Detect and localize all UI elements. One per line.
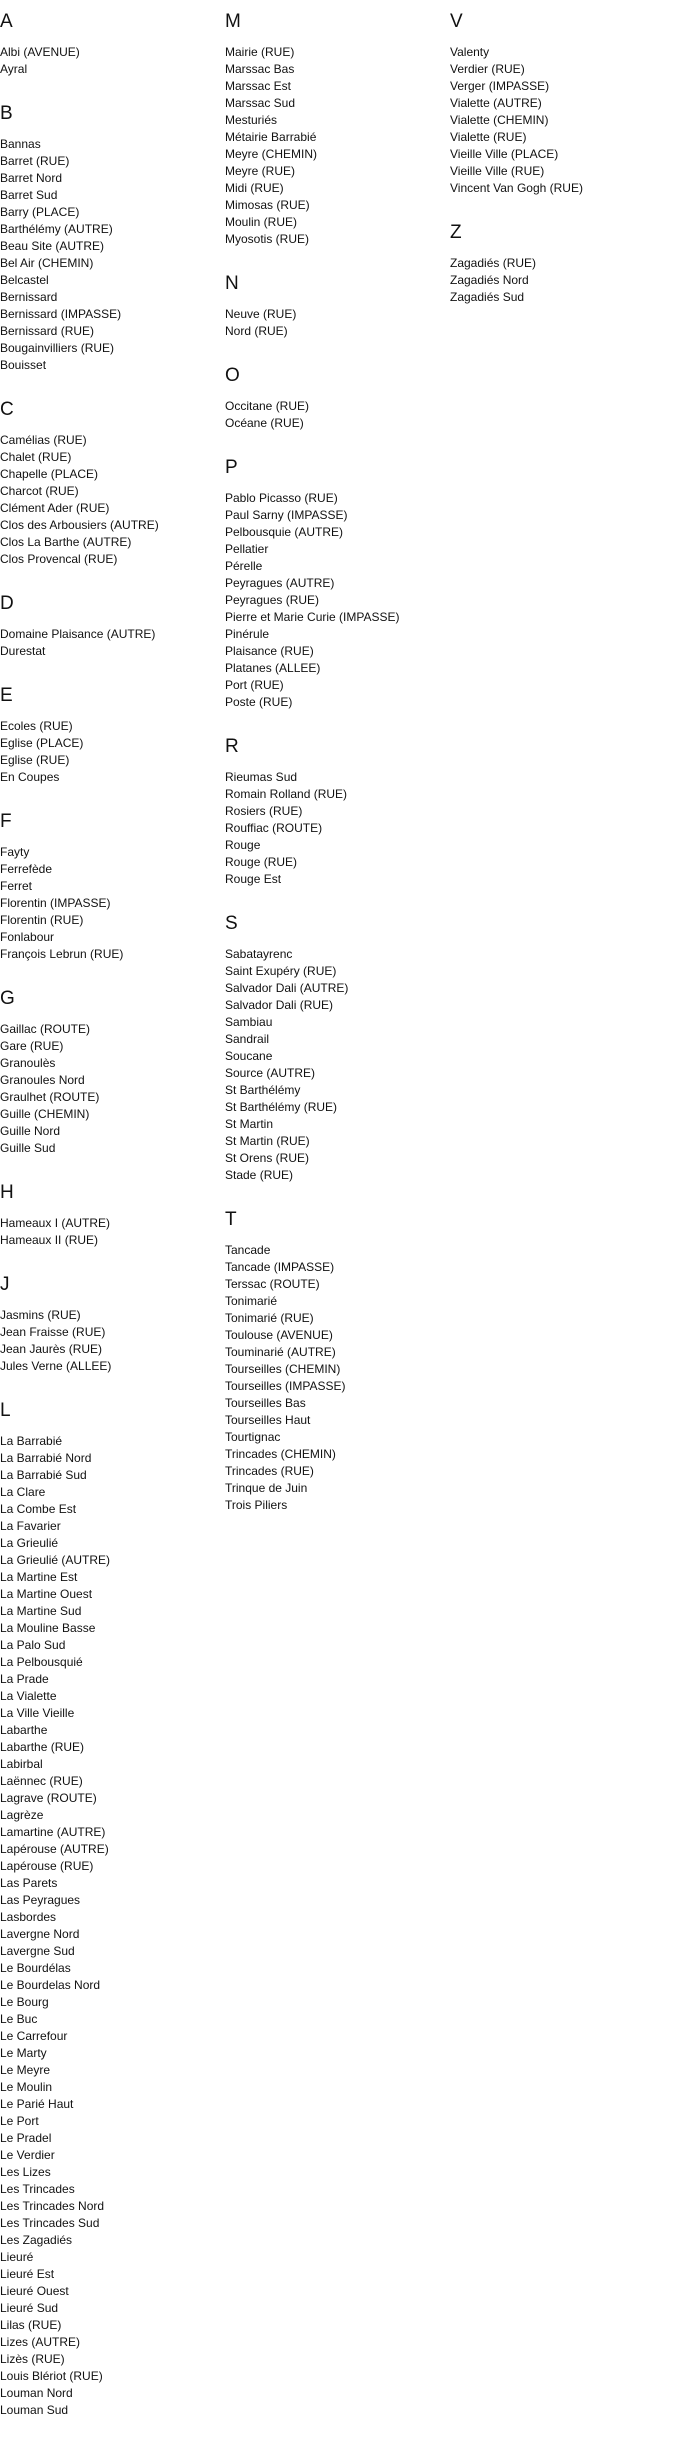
street-link[interactable]: Peyragues (AUTRE) <box>225 576 335 590</box>
street-link[interactable]: Les Zagadiés <box>0 2233 73 2247</box>
street-link[interactable]: Le Buc <box>0 2012 38 2026</box>
street-link[interactable]: La Pelbousquié <box>0 1655 83 1669</box>
street-link[interactable]: Rouffiac (ROUTE) <box>225 821 323 835</box>
letter-heading: T <box>225 1209 237 1230</box>
street-link[interactable]: Tancade <box>225 1243 271 1257</box>
street-list <box>0 44 220 78</box>
street-link[interactable]: Barret (RUE) <box>0 154 70 168</box>
letter-section-l <box>0 1399 220 2419</box>
street-link[interactable]: Rosiers (RUE) <box>225 804 303 818</box>
street-link[interactable]: Tourseilles Bas <box>225 1396 306 1410</box>
street-link[interactable]: Mesturiés <box>225 113 278 127</box>
street-link[interactable]: Tonimarié (RUE) <box>225 1311 314 1325</box>
street-link[interactable]: Sambiau <box>225 1015 273 1029</box>
letter-section-v <box>450 10 670 197</box>
street-link[interactable]: Trinque de Juin <box>225 1481 308 1495</box>
street-link[interactable]: Source (AUTRE) <box>225 1066 316 1080</box>
street-link[interactable]: Louman Sud <box>0 2403 69 2417</box>
street-link[interactable]: Pérelle <box>225 559 263 573</box>
letter-heading: R <box>225 736 239 757</box>
street-link[interactable]: Eglise (PLACE) <box>0 736 84 750</box>
letter-heading: E <box>0 685 13 706</box>
street-link[interactable]: Fonlabour <box>0 930 55 944</box>
street-link[interactable]: Pellatier <box>225 542 269 556</box>
street-link[interactable]: Pinérule <box>225 627 270 641</box>
street-list <box>0 1215 220 1249</box>
street-link[interactable]: Lamartine (AUTRE) <box>0 1825 106 1839</box>
letter-heading: B <box>0 103 13 124</box>
street-link[interactable]: Meyre (RUE) <box>225 164 296 178</box>
street-link[interactable]: Vieille Ville (RUE) <box>450 164 545 178</box>
street-link[interactable]: Albi (AVENUE) <box>0 45 80 59</box>
street-link[interactable]: La Barrabié Nord <box>0 1451 92 1465</box>
street-link[interactable]: Lieuré Ouest <box>0 2284 69 2298</box>
street-link[interactable]: Labarthe <box>0 1723 48 1737</box>
street-link[interactable]: Jean Fraisse (RUE) <box>0 1325 106 1339</box>
street-link[interactable]: Le Pradel <box>0 2131 52 2145</box>
street-link[interactable]: Ecoles (RUE) <box>0 719 73 733</box>
street-link[interactable]: Rouge <box>225 838 261 852</box>
street-link[interactable]: Tourtignac <box>225 1430 281 1444</box>
letter-heading: D <box>0 593 14 614</box>
letter-heading: H <box>0 1182 14 1203</box>
street-link[interactable]: Meyre (CHEMIN) <box>225 147 317 161</box>
street-link[interactable]: Jasmins (RUE) <box>0 1308 81 1322</box>
street-link[interactable]: Pierre et Marie Curie (IMPASSE) <box>225 610 400 624</box>
street-list <box>225 398 445 432</box>
street-link[interactable]: Lizes (AUTRE) <box>0 2335 81 2349</box>
street-link[interactable]: Tourseilles Haut <box>225 1413 311 1427</box>
street-link[interactable]: Neuve (RUE) <box>225 307 297 321</box>
street-link[interactable]: St Orens (RUE) <box>225 1151 310 1165</box>
street-link[interactable]: Soucane <box>225 1049 273 1063</box>
street-link[interactable]: Occitane (RUE) <box>225 399 310 413</box>
street-link[interactable]: Les Trincades Nord <box>0 2199 105 2213</box>
street-link[interactable]: La Mouline Basse <box>0 1621 96 1635</box>
letter-heading: P <box>225 457 238 478</box>
street-list <box>0 718 220 786</box>
street-link[interactable]: La Clare <box>0 1485 46 1499</box>
street-link[interactable]: Mimosas (RUE) <box>225 198 310 212</box>
street-list <box>225 1242 445 1514</box>
street-link[interactable]: Port (RUE) <box>225 678 284 692</box>
street-link[interactable]: Lapérouse (RUE) <box>0 1859 94 1873</box>
street-link[interactable]: Lagrave (ROUTE) <box>0 1791 97 1805</box>
street-link[interactable]: Clos La Barthe (AUTRE) <box>0 535 132 549</box>
street-link[interactable]: Pablo Picasso (RUE) <box>225 491 338 505</box>
street-link[interactable]: Guille Nord <box>0 1124 61 1138</box>
street-link[interactable]: Lavergne Sud <box>0 1944 75 1958</box>
street-list <box>225 306 445 340</box>
street-link[interactable]: Clément Ader (RUE) <box>0 501 110 515</box>
street-link[interactable]: Lasbordes <box>0 1910 57 1924</box>
street-link[interactable]: Lizès (RUE) <box>0 2352 65 2366</box>
street-link[interactable]: Bernissard (RUE) <box>0 324 95 338</box>
street-list <box>0 844 220 963</box>
street-list <box>0 1307 220 1375</box>
street-link[interactable]: Les Trincades <box>0 2182 75 2196</box>
street-link[interactable]: Jean Jaurès (RUE) <box>0 1342 103 1356</box>
street-list <box>225 946 445 1184</box>
letter-heading: F <box>0 811 12 832</box>
letter-section-d <box>0 592 220 660</box>
letter-heading: M <box>225 11 241 32</box>
letter-heading: C <box>0 399 14 420</box>
street-link[interactable]: Rouge (RUE) <box>225 855 298 869</box>
letter-section-m <box>225 10 445 248</box>
street-link[interactable]: Labirbal <box>0 1757 43 1771</box>
street-link[interactable]: Verger (IMPASSE) <box>450 79 550 93</box>
street-link[interactable]: Marssac Est <box>225 79 292 93</box>
street-link[interactable]: Bannas <box>0 137 41 151</box>
street-link[interactable]: Gare (RUE) <box>0 1039 64 1053</box>
street-link[interactable]: St Martin <box>225 1117 274 1131</box>
street-link[interactable]: Le Bourdelas Nord <box>0 1978 101 1992</box>
street-link[interactable]: Romain Rolland (RUE) <box>225 787 348 801</box>
street-link[interactable]: Beau Site (AUTRE) <box>0 239 105 253</box>
street-link[interactable]: St Barthélémy (RUE) <box>225 1100 338 1114</box>
street-link[interactable]: Lieuré <box>0 2250 34 2264</box>
street-link[interactable]: Laënnec (RUE) <box>0 1774 83 1788</box>
letter-section-t <box>225 1208 445 1514</box>
letter-section-e <box>0 684 220 786</box>
street-list <box>450 255 670 306</box>
street-link[interactable]: La Martine Sud <box>0 1604 82 1618</box>
street-link[interactable]: St Barthélémy <box>225 1083 301 1097</box>
street-link[interactable]: Le Moulin <box>0 2080 53 2094</box>
letter-section-h <box>0 1181 220 1249</box>
street-link[interactable]: Le Bourg <box>0 1995 49 2009</box>
street-link[interactable]: Barret Sud <box>0 188 58 202</box>
street-link[interactable]: La Grieulié (AUTRE) <box>0 1553 111 1567</box>
street-list <box>0 136 220 374</box>
street-link[interactable]: Vialette (AUTRE) <box>450 96 542 110</box>
street-link[interactable]: La Grieulié <box>0 1536 59 1550</box>
street-link[interactable]: François Lebrun (RUE) <box>0 947 124 961</box>
letter-heading: Z <box>450 222 462 243</box>
street-link[interactable]: Las Peyragues <box>0 1893 81 1907</box>
street-link[interactable]: Ferret <box>0 879 33 893</box>
street-link[interactable]: Touminarié (AUTRE) <box>225 1345 336 1359</box>
street-index-column-2 <box>225 10 445 1538</box>
street-link[interactable]: Tourseilles (IMPASSE) <box>225 1379 346 1393</box>
letter-heading: A <box>0 11 13 32</box>
street-link[interactable]: Trincades (RUE) <box>225 1464 314 1478</box>
letter-section-o <box>225 364 445 432</box>
letter-section-j <box>0 1273 220 1375</box>
street-link[interactable]: Barret Nord <box>0 171 63 185</box>
street-link[interactable]: Le Marty <box>0 2046 47 2060</box>
letter-section-z <box>450 221 670 306</box>
street-link[interactable]: Fayty <box>0 845 30 859</box>
street-link[interactable]: La Palo Sud <box>0 1638 66 1652</box>
street-list <box>225 44 445 248</box>
street-link[interactable]: Barthélémy (AUTRE) <box>0 222 113 236</box>
letter-section-c <box>0 398 220 568</box>
letter-section-f <box>0 810 220 963</box>
street-link[interactable]: Clos Provencal (RUE) <box>0 552 118 566</box>
street-link[interactable]: Lagrèze <box>0 1808 44 1822</box>
street-list <box>0 626 220 660</box>
letter-section-p <box>225 456 445 711</box>
street-link[interactable]: Rouge Est <box>225 872 282 886</box>
street-link[interactable]: Chapelle (PLACE) <box>0 467 99 481</box>
street-link[interactable]: Lilas (RUE) <box>0 2318 62 2332</box>
street-link[interactable]: St Martin (RUE) <box>225 1134 310 1148</box>
street-link[interactable]: Zagadiés Sud <box>450 290 525 304</box>
street-link[interactable]: Vialette (RUE) <box>450 130 527 144</box>
street-link[interactable]: Sabatayrenc <box>225 947 293 961</box>
street-link[interactable]: Midi (RUE) <box>225 181 284 195</box>
street-link[interactable]: Eglise (RUE) <box>0 753 70 767</box>
street-link[interactable]: Peyragues (RUE) <box>225 593 320 607</box>
street-link[interactable]: Ayral <box>0 62 28 76</box>
street-link[interactable]: Vincent Van Gogh (RUE) <box>450 181 583 195</box>
street-index-column-3 <box>450 10 670 330</box>
street-link[interactable]: Bernissard <box>0 290 58 304</box>
street-link[interactable]: Tourseilles (CHEMIN) <box>225 1362 341 1376</box>
letter-heading: N <box>225 273 239 294</box>
street-link[interactable]: Domaine Plaisance (AUTRE) <box>0 627 156 641</box>
street-link[interactable]: Stade (RUE) <box>225 1168 294 1182</box>
street-list <box>0 1021 220 1157</box>
street-link[interactable]: Bernissard (IMPASSE) <box>0 307 122 321</box>
street-link[interactable]: Tancade (IMPASSE) <box>225 1260 335 1274</box>
street-list <box>450 44 670 197</box>
street-link[interactable]: Graulhet (ROUTE) <box>0 1090 100 1104</box>
street-link[interactable]: Vieille Ville (PLACE) <box>450 147 559 161</box>
street-link[interactable]: Camélias (RUE) <box>0 433 87 447</box>
street-link[interactable]: Hameaux I (AUTRE) <box>0 1216 111 1230</box>
street-link[interactable]: Nord (RUE) <box>225 324 288 338</box>
street-link[interactable]: Granoules Nord <box>0 1073 85 1087</box>
street-link[interactable]: La Prade <box>0 1672 49 1686</box>
street-link[interactable]: La Vialette <box>0 1689 57 1703</box>
street-list <box>0 432 220 568</box>
street-link[interactable]: Barry (PLACE) <box>0 205 80 219</box>
street-link[interactable]: Rieumas Sud <box>225 770 298 784</box>
street-link[interactable]: Le Verdier <box>0 2148 55 2162</box>
street-link[interactable]: Le Bourdélas <box>0 1961 71 1975</box>
street-link[interactable]: Labarthe (RUE) <box>0 1740 85 1754</box>
street-link[interactable]: Clos des Arbousiers (AUTRE) <box>0 518 159 532</box>
street-link[interactable]: Trois Piliers <box>225 1498 288 1512</box>
street-link[interactable]: Lieuré Est <box>0 2267 55 2281</box>
street-link[interactable]: Granoulès <box>0 1056 56 1070</box>
street-link[interactable]: Pelbousquie (AUTRE) <box>225 525 344 539</box>
street-index-column-1 <box>0 10 220 2443</box>
letter-section-n <box>225 272 445 340</box>
street-link[interactable]: Le Carrefour <box>0 2029 68 2043</box>
letter-heading: S <box>225 913 238 934</box>
street-link[interactable]: La Martine Est <box>0 1570 78 1584</box>
street-link[interactable]: Zagadiés Nord <box>450 273 529 287</box>
street-link[interactable]: Myosotis (RUE) <box>225 232 310 246</box>
street-link[interactable]: Trincades (CHEMIN) <box>225 1447 336 1461</box>
street-link[interactable]: Platanes (ALLEE) <box>225 661 321 675</box>
letter-section-r <box>225 735 445 888</box>
street-link[interactable]: Lavergne Nord <box>0 1927 80 1941</box>
street-link[interactable]: Hameaux II (RUE) <box>0 1233 99 1247</box>
street-link[interactable]: Gaillac (ROUTE) <box>0 1022 91 1036</box>
street-link[interactable]: Louis Blériot (RUE) <box>0 2369 103 2383</box>
street-list <box>225 769 445 888</box>
street-link[interactable]: Tonimarié <box>225 1294 278 1308</box>
street-link[interactable]: Louman Nord <box>0 2386 73 2400</box>
street-link[interactable]: Terssac (ROUTE) <box>225 1277 320 1291</box>
street-link[interactable]: Verdier (RUE) <box>450 62 525 76</box>
street-link[interactable]: Sandrail <box>225 1032 270 1046</box>
letter-section-b <box>0 102 220 374</box>
street-link[interactable]: Plaisance (RUE) <box>225 644 314 658</box>
street-link[interactable]: Marssac Bas <box>225 62 295 76</box>
street-link[interactable]: Chalet (RUE) <box>0 450 72 464</box>
street-link[interactable]: Jules Verne (ALLEE) <box>0 1359 112 1373</box>
street-list <box>225 490 445 711</box>
street-link[interactable]: Bel Air (CHEMIN) <box>0 256 94 270</box>
street-link[interactable]: Les Trincades Sud <box>0 2216 100 2230</box>
street-link[interactable]: Poste (RUE) <box>225 695 293 709</box>
street-link[interactable]: Le Meyre <box>0 2063 51 2077</box>
street-link[interactable]: Salvador Dali (RUE) <box>225 998 334 1012</box>
street-link[interactable]: Zagadiés (RUE) <box>450 256 537 270</box>
letter-section-s <box>225 912 445 1184</box>
street-link[interactable]: Lieuré Sud <box>0 2301 59 2315</box>
street-link[interactable]: La Barrabié Sud <box>0 1468 87 1482</box>
street-link[interactable]: La Martine Ouest <box>0 1587 93 1601</box>
letter-section-a <box>0 10 220 78</box>
street-link[interactable]: Guille Sud <box>0 1141 56 1155</box>
street-link[interactable]: Les Lizes <box>0 2165 51 2179</box>
street-link[interactable]: En Coupes <box>0 770 60 784</box>
street-link[interactable]: Bougainvilliers (RUE) <box>0 341 115 355</box>
street-link[interactable]: Le Port <box>0 2114 39 2128</box>
street-link[interactable]: Métairie Barrabié <box>225 130 317 144</box>
street-link[interactable]: Mairie (RUE) <box>225 45 295 59</box>
street-link[interactable]: La Ville Vieille <box>0 1706 75 1720</box>
street-link[interactable]: Belcastel <box>0 273 49 287</box>
street-link[interactable]: Las Parets <box>0 1876 58 1890</box>
street-link[interactable]: Bouisset <box>0 358 47 372</box>
street-link[interactable]: La Combe Est <box>0 1502 77 1516</box>
street-link[interactable]: Florentin (RUE) <box>0 913 84 927</box>
street-link[interactable]: Charcot (RUE) <box>0 484 79 498</box>
street-link[interactable]: Moulin (RUE) <box>225 215 298 229</box>
letter-heading: V <box>450 11 463 32</box>
street-link[interactable]: Saint Exupéry (RUE) <box>225 964 337 978</box>
letter-heading: L <box>0 1400 11 1421</box>
street-link[interactable]: Salvador Dali (AUTRE) <box>225 981 349 995</box>
street-link[interactable]: Guille (CHEMIN) <box>0 1107 90 1121</box>
street-link[interactable]: Florentin (IMPASSE) <box>0 896 111 910</box>
street-link[interactable]: Lapérouse (AUTRE) <box>0 1842 109 1856</box>
street-link[interactable]: La Favarier <box>0 1519 61 1533</box>
letter-heading: G <box>0 988 15 1009</box>
street-link[interactable]: Paul Sarny (IMPASSE) <box>225 508 348 522</box>
street-link[interactable]: Marssac Sud <box>225 96 296 110</box>
street-link[interactable]: Durestat <box>0 644 46 658</box>
street-link[interactable]: Vialette (CHEMIN) <box>450 113 549 127</box>
letter-heading: O <box>225 365 240 386</box>
street-link[interactable]: Toulouse (AVENUE) <box>225 1328 333 1342</box>
street-link[interactable]: Océane (RUE) <box>225 416 304 430</box>
letter-section-g <box>0 987 220 1157</box>
street-list <box>0 1433 220 2419</box>
street-link[interactable]: La Barrabié <box>0 1434 63 1448</box>
street-link[interactable]: Le Parié Haut <box>0 2097 74 2111</box>
street-link[interactable]: Ferrefède <box>0 862 53 876</box>
letter-heading: J <box>0 1274 10 1295</box>
street-link[interactable]: Valenty <box>450 45 490 59</box>
